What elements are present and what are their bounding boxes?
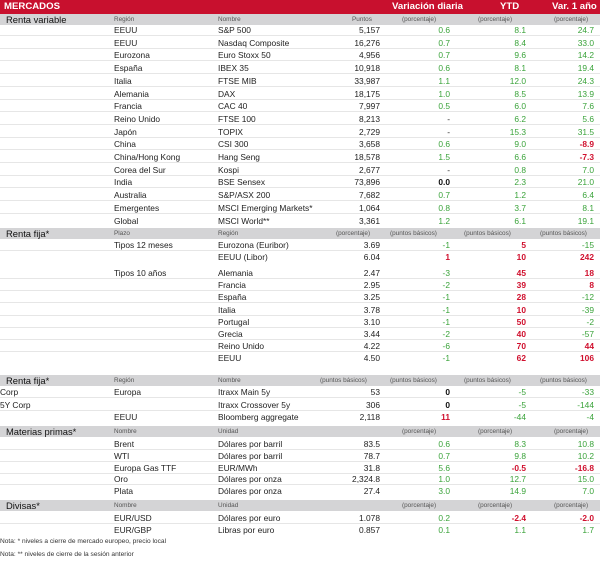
table-row <box>0 114 600 125</box>
ytd-change-cell: 10 <box>516 252 526 262</box>
value-cell: 3.69 <box>363 240 380 250</box>
daily-change-cell: 0 <box>445 399 450 410</box>
region-cell: Corea del Sur <box>114 164 166 175</box>
year-change-cell: 10.2 <box>577 450 594 461</box>
col-label-ytd: (porcentaje) <box>478 502 513 509</box>
year-change-cell: -12 <box>581 292 594 303</box>
daily-change-cell: 0 <box>445 387 450 397</box>
daily-change-cell: 0.6 <box>438 139 450 150</box>
value-cell: 1.078 <box>359 513 380 523</box>
name-cell: BSE Sensex <box>218 177 266 188</box>
ytd-change-cell: 8.5 <box>514 88 526 99</box>
region-cell: España <box>114 63 143 74</box>
col-daily-header: Variación diaria <box>392 1 463 12</box>
region-cell: Alemania <box>114 88 149 99</box>
table-row <box>0 387 600 398</box>
year-change-cell: 106 <box>580 353 594 364</box>
daily-change-cell: - <box>447 164 450 175</box>
daily-change-cell: -1 <box>442 292 450 303</box>
value-cell: 2,324.8 <box>352 474 380 485</box>
ytd-change-cell: -2.4 <box>511 513 526 523</box>
col-label-year: (porcentaje) <box>554 16 589 23</box>
col-year-header: Var. 1 año <box>552 1 597 12</box>
year-change-cell: -7.3 <box>579 152 594 162</box>
table-row <box>0 353 600 364</box>
value-cell: 3.25 <box>363 292 380 303</box>
name-cell: S&P 500 <box>218 25 251 35</box>
region-cell: EEUU (Libor) <box>218 252 268 262</box>
daily-change-cell: -6 <box>442 341 450 352</box>
ytd-change-cell: 8.1 <box>514 25 526 35</box>
daily-change-cell: 5.6 <box>438 462 450 473</box>
region-cell: Australia <box>114 190 147 201</box>
table-row <box>0 50 600 61</box>
name-cell: FTSE 100 <box>218 113 256 124</box>
daily-change-cell: 1.2 <box>438 215 450 226</box>
ytd-change-cell: 1.1 <box>514 525 526 535</box>
daily-change-cell: 1.5 <box>438 152 450 162</box>
col-label-name: Nombre <box>218 16 241 23</box>
value-cell: 3.44 <box>363 329 380 339</box>
unit-cell: EUR/MWh <box>218 462 258 473</box>
table-row <box>0 63 600 74</box>
name-cell: Kospi <box>218 164 239 175</box>
region-cell: Eurozona (Euribor) <box>218 240 289 250</box>
table-row <box>0 268 600 279</box>
ytd-change-cell: 28 <box>516 292 526 303</box>
col-label-region: Región <box>218 230 239 237</box>
value-cell: 2,118 <box>359 412 380 422</box>
value-cell: 0.857 <box>359 525 380 535</box>
note-2: Nota: ** niveles de cierre de la sesión anterior <box>0 551 134 558</box>
region-cell: Reino Unido <box>114 113 161 124</box>
col-label-daily: (porcentaje) <box>402 16 437 23</box>
col-label-unit: Unidad <box>218 502 239 509</box>
year-change-cell: 7.0 <box>582 164 594 175</box>
ytd-change-cell: -5 <box>518 399 526 410</box>
daily-change-cell: - <box>447 126 450 137</box>
value-cell: 6.04 <box>363 252 380 262</box>
points-cell: 7,682 <box>359 190 380 201</box>
name-cell: Nasdaq Composite <box>218 37 290 48</box>
section-header-renta-fija-credito <box>0 375 600 386</box>
year-change-cell: -144 <box>577 399 594 410</box>
table-row <box>0 240 600 251</box>
ytd-change-cell: 12.7 <box>509 474 526 485</box>
table-row <box>0 152 600 163</box>
year-change-cell: 10.8 <box>577 439 594 449</box>
region-cell: Alemania <box>218 268 253 278</box>
region-cell: Grecia <box>218 329 243 339</box>
year-change-cell: 18 <box>584 268 594 278</box>
year-change-cell: 7.6 <box>582 101 594 112</box>
year-change-cell: 19.4 <box>577 63 594 74</box>
ytd-change-cell: 40 <box>516 329 526 339</box>
table-row <box>0 165 600 176</box>
table-row <box>0 412 600 423</box>
table-row <box>0 190 600 201</box>
col-label-daily: (porcentaje) <box>402 428 437 435</box>
table-row <box>0 341 600 352</box>
year-change-cell: 242 <box>580 252 594 262</box>
points-cell: 73,896 <box>354 177 380 188</box>
region-cell: Francia <box>114 101 142 112</box>
ytd-change-cell: 9.0 <box>514 139 526 150</box>
col-label-ytd: (puntos básicos) <box>464 377 511 384</box>
ytd-change-cell: 5 <box>521 240 526 250</box>
region-cell: Francia <box>218 280 246 291</box>
year-change-cell: 7.0 <box>582 486 594 497</box>
value-cell: 3.10 <box>363 316 380 327</box>
section-header-divisas <box>0 500 600 511</box>
region-cell: Italia <box>114 75 132 86</box>
section-header-materias-primas <box>0 426 600 437</box>
table-row <box>0 177 600 188</box>
daily-change-cell: -1 <box>442 304 450 315</box>
col-ytd-header: YTD <box>500 1 520 12</box>
year-change-cell: 24.3 <box>577 75 594 86</box>
name-cell: Euro Stoxx 50 <box>218 50 271 61</box>
table-row <box>0 525 600 536</box>
plazo-cell: Tipos 10 años <box>114 268 167 278</box>
year-change-cell: 31.5 <box>577 126 594 137</box>
table-row <box>0 463 600 474</box>
region-cell: Europa <box>114 387 142 397</box>
name-cell: WTI <box>114 450 130 461</box>
daily-change-cell: 0.0 <box>438 177 450 188</box>
daily-change-cell: - <box>447 113 450 124</box>
daily-change-cell: 0.1 <box>438 525 450 535</box>
region-cell: Portugal <box>218 316 250 327</box>
ytd-change-cell: -5 <box>518 387 526 397</box>
daily-change-cell: 11 <box>441 412 450 422</box>
table-row <box>0 486 600 497</box>
daily-change-cell: 0.7 <box>438 190 450 201</box>
ytd-change-cell: 0.8 <box>514 164 526 175</box>
value-cell: 27.4 <box>363 486 380 497</box>
name-cell: Itraxx Crossover 5y <box>218 399 291 410</box>
category-cell: Corp <box>0 387 19 397</box>
year-change-cell: -15 <box>581 240 594 250</box>
year-change-cell: -4 <box>586 412 594 422</box>
points-cell: 16,276 <box>354 37 380 48</box>
year-change-cell: 33.0 <box>577 37 594 48</box>
col-label-year: (puntos básicos) <box>540 377 587 384</box>
col-label-ytd: (porcentaje) <box>478 16 513 23</box>
region-cell: Global <box>114 215 139 226</box>
value-cell: 31.8 <box>363 462 380 473</box>
name-cell: Bloomberg aggregate <box>218 412 299 422</box>
daily-change-cell: 1 <box>445 252 450 262</box>
name-cell: IBEX 35 <box>218 63 249 74</box>
name-cell: EUR/USD <box>114 513 152 523</box>
table-row <box>0 513 600 524</box>
daily-change-cell: 0.6 <box>438 63 450 74</box>
daily-change-cell: 1.1 <box>438 75 450 86</box>
points-cell: 5,157 <box>359 25 380 35</box>
col-label-year: (porcentaje) <box>554 428 589 435</box>
ytd-change-cell: 1.2 <box>514 190 526 201</box>
col-label-plazo: Plazo <box>114 230 130 237</box>
col-label-unit: Unidad <box>218 428 239 435</box>
name-cell: MSCI World** <box>218 215 270 226</box>
daily-change-cell: 0.8 <box>438 202 450 213</box>
value-cell: 2.95 <box>363 280 380 291</box>
col-label-pb: (puntos básicos) <box>320 377 367 384</box>
table-row <box>0 292 600 303</box>
col-label-region: Región <box>114 377 135 384</box>
table-row <box>0 76 600 87</box>
year-change-cell: -33 <box>581 387 594 397</box>
ytd-change-cell: 50 <box>516 316 526 327</box>
points-cell: 2,677 <box>359 164 380 175</box>
region-cell: Japón <box>114 126 137 137</box>
name-cell: S&P/ASX 200 <box>218 190 271 201</box>
daily-change-cell: 0.7 <box>438 450 450 461</box>
ytd-change-cell: 2.3 <box>514 177 526 188</box>
table-row <box>0 474 600 485</box>
daily-change-cell: 0.5 <box>438 101 450 112</box>
name-cell: MSCI Emerging Markets* <box>218 202 313 213</box>
name-cell: EUR/GBP <box>114 525 152 535</box>
col-label-daily: (puntos básicos) <box>390 377 437 384</box>
ytd-change-cell: 6.1 <box>514 215 526 226</box>
table-row <box>0 400 600 411</box>
name-cell: Hang Seng <box>218 152 260 162</box>
col-label-year: (puntos básicos) <box>540 230 587 237</box>
col-label-year: (porcentaje) <box>554 502 589 509</box>
ytd-change-cell: 62 <box>516 353 526 364</box>
points-cell: 7,997 <box>359 101 380 112</box>
ytd-change-cell: 6.0 <box>514 101 526 112</box>
ytd-change-cell: -44 <box>513 412 526 422</box>
markets-title: MERCADOS <box>4 1 60 12</box>
year-change-cell: -8.9 <box>579 139 594 150</box>
year-change-cell: 44 <box>584 341 594 352</box>
ytd-change-cell: 70 <box>516 341 526 352</box>
ytd-change-cell: 6.6 <box>514 152 526 162</box>
name-cell: TOPIX <box>218 126 243 137</box>
points-cell: 18,578 <box>354 152 380 162</box>
section-header-renta-variable <box>0 14 600 25</box>
year-change-cell: -39 <box>581 304 594 315</box>
daily-change-cell: 0.7 <box>438 37 450 48</box>
year-change-cell: 19.1 <box>577 215 594 226</box>
year-change-cell: -16.8 <box>574 462 594 473</box>
unit-cell: Dólares por barril <box>218 439 283 449</box>
section-title: Divisas* <box>6 500 40 511</box>
markets-header-bar <box>0 0 600 14</box>
col-label-name: Nombre <box>218 377 241 384</box>
daily-change-cell: -1 <box>442 353 450 364</box>
ytd-change-cell: 45 <box>516 268 526 278</box>
points-cell: 4,956 <box>359 50 380 61</box>
value-cell: 83.5 <box>363 439 380 449</box>
ytd-change-cell: 6.2 <box>514 113 526 124</box>
ytd-change-cell: -0.5 <box>511 462 526 473</box>
name-cell: CSI 300 <box>218 139 249 150</box>
table-row <box>0 25 600 36</box>
year-change-cell: 6.4 <box>582 190 594 201</box>
region-cell: Italia <box>218 304 236 315</box>
points-cell: 1,064 <box>359 202 380 213</box>
unit-cell: Dólares por barril <box>218 450 283 461</box>
table-row <box>0 38 600 49</box>
col-label-region: Región <box>114 16 135 23</box>
ytd-change-cell: 10 <box>516 304 526 315</box>
value-cell: 3.78 <box>363 304 380 315</box>
value-cell: 306 <box>366 399 380 410</box>
name-cell: Oro <box>114 474 128 485</box>
col-label-ytd: (puntos básicos) <box>464 230 511 237</box>
col-label-ytd: (porcentaje) <box>478 428 513 435</box>
col-label-pct: (porcentaje) <box>336 230 371 237</box>
daily-change-cell: -1 <box>442 240 450 250</box>
table-row <box>0 439 600 450</box>
year-change-cell: -2.0 <box>579 513 594 523</box>
category-cell: 5Y Corp <box>0 399 31 410</box>
daily-change-cell: 0.6 <box>438 25 450 35</box>
section-title: Renta variable <box>6 14 67 25</box>
ytd-change-cell: 12.0 <box>509 75 526 86</box>
name-cell: CAC 40 <box>218 101 248 112</box>
unit-cell: Dólares por onza <box>218 474 282 485</box>
name-cell: FTSE MIB <box>218 75 257 86</box>
ytd-change-cell: 9.6 <box>514 50 526 61</box>
points-cell: 3,361 <box>359 215 380 226</box>
table-row <box>0 280 600 291</box>
table-row <box>0 252 600 263</box>
table-row <box>0 305 600 316</box>
daily-change-cell: -2 <box>442 329 450 339</box>
table-row <box>0 451 600 462</box>
ytd-change-cell: 9.8 <box>514 450 526 461</box>
daily-change-cell: 1.0 <box>438 474 450 485</box>
ytd-change-cell: 14.9 <box>509 486 526 497</box>
year-change-cell: 1.7 <box>582 525 594 535</box>
section-header-renta-fija <box>0 228 600 239</box>
year-change-cell: 8.1 <box>582 202 594 213</box>
note-1: Nota: * niveles a cierre de mercado europeo, precio local <box>0 538 167 545</box>
points-cell: 18,175 <box>354 88 380 99</box>
daily-change-cell: 0.6 <box>438 439 450 449</box>
region-cell: Reino Unido <box>218 341 265 352</box>
region-cell: Emergentes <box>114 202 160 213</box>
table-row <box>0 317 600 328</box>
ytd-change-cell: 3.7 <box>514 202 526 213</box>
ytd-change-cell: 39 <box>516 280 526 291</box>
daily-change-cell: 0.7 <box>438 50 450 61</box>
region-cell: EEUU <box>114 25 138 35</box>
daily-change-cell: -1 <box>442 316 450 327</box>
section-title: Renta fija* <box>6 375 50 386</box>
year-change-cell: 24.7 <box>577 25 594 35</box>
col-label-daily: (puntos básicos) <box>390 230 437 237</box>
unit-cell: Dólares por onza <box>218 486 282 497</box>
year-change-cell: 21.0 <box>577 177 594 188</box>
points-cell: 10,918 <box>354 63 380 74</box>
table-row <box>0 329 600 340</box>
value-cell: 4.50 <box>363 353 380 364</box>
year-change-cell: 13.9 <box>577 88 594 99</box>
section-title: Materias primas* <box>6 426 77 437</box>
table-row <box>0 127 600 138</box>
daily-change-cell: 3.0 <box>438 486 450 497</box>
table-row <box>0 101 600 112</box>
value-cell: 2.47 <box>363 268 380 278</box>
unit-cell: Dólares por euro <box>218 513 281 523</box>
table-row <box>0 203 600 214</box>
table-row <box>0 89 600 100</box>
name-cell: DAX <box>218 88 236 99</box>
points-cell: 3,658 <box>359 139 380 150</box>
year-change-cell: 8 <box>589 280 594 291</box>
col-label-points: Puntos <box>352 16 372 23</box>
region-cell: EEUU <box>218 353 242 364</box>
region-cell: España <box>218 292 247 303</box>
name-cell: Brent <box>114 439 135 449</box>
region-cell: EEUU <box>114 412 138 422</box>
region-cell: China/Hong Kong <box>114 152 181 162</box>
points-cell: 8,213 <box>359 113 380 124</box>
plazo-cell: Tipos 12 meses <box>114 240 173 250</box>
ytd-change-cell: 15.3 <box>509 126 526 137</box>
value-cell: 53 <box>370 387 380 397</box>
year-change-cell: 15.0 <box>577 474 594 485</box>
daily-change-cell: 1.0 <box>438 88 450 99</box>
table-row <box>0 216 600 227</box>
daily-change-cell: -2 <box>442 280 450 291</box>
region-cell: EEUU <box>114 37 138 48</box>
daily-change-cell: -3 <box>442 268 450 278</box>
value-cell: 78.7 <box>363 450 380 461</box>
year-change-cell: 5.6 <box>582 113 594 124</box>
name-cell: Europa Gas TTF <box>114 462 177 473</box>
year-change-cell: -57 <box>581 329 594 339</box>
name-cell: Plata <box>114 486 134 497</box>
ytd-change-cell: 8.3 <box>514 439 526 449</box>
ytd-change-cell: 8.1 <box>514 63 526 74</box>
section-title: Renta fija* <box>6 228 50 239</box>
col-label-name: Nombre <box>114 428 137 435</box>
table-row <box>0 139 600 150</box>
daily-change-cell: 0.2 <box>438 513 450 523</box>
region-cell: India <box>114 177 133 188</box>
col-label-name: Nombre <box>114 502 137 509</box>
ytd-change-cell: 8.4 <box>514 37 526 48</box>
points-cell: 33,987 <box>354 75 380 86</box>
unit-cell: Libras por euro <box>218 525 275 535</box>
points-cell: 2,729 <box>359 126 380 137</box>
value-cell: 4.22 <box>363 341 380 352</box>
name-cell: Itraxx Main 5y <box>218 387 271 397</box>
region-cell: China <box>114 139 136 150</box>
year-change-cell: 14.2 <box>577 50 594 61</box>
year-change-cell: -2 <box>586 316 594 327</box>
region-cell: Eurozona <box>114 50 150 61</box>
col-label-daily: (porcentaje) <box>402 502 437 509</box>
